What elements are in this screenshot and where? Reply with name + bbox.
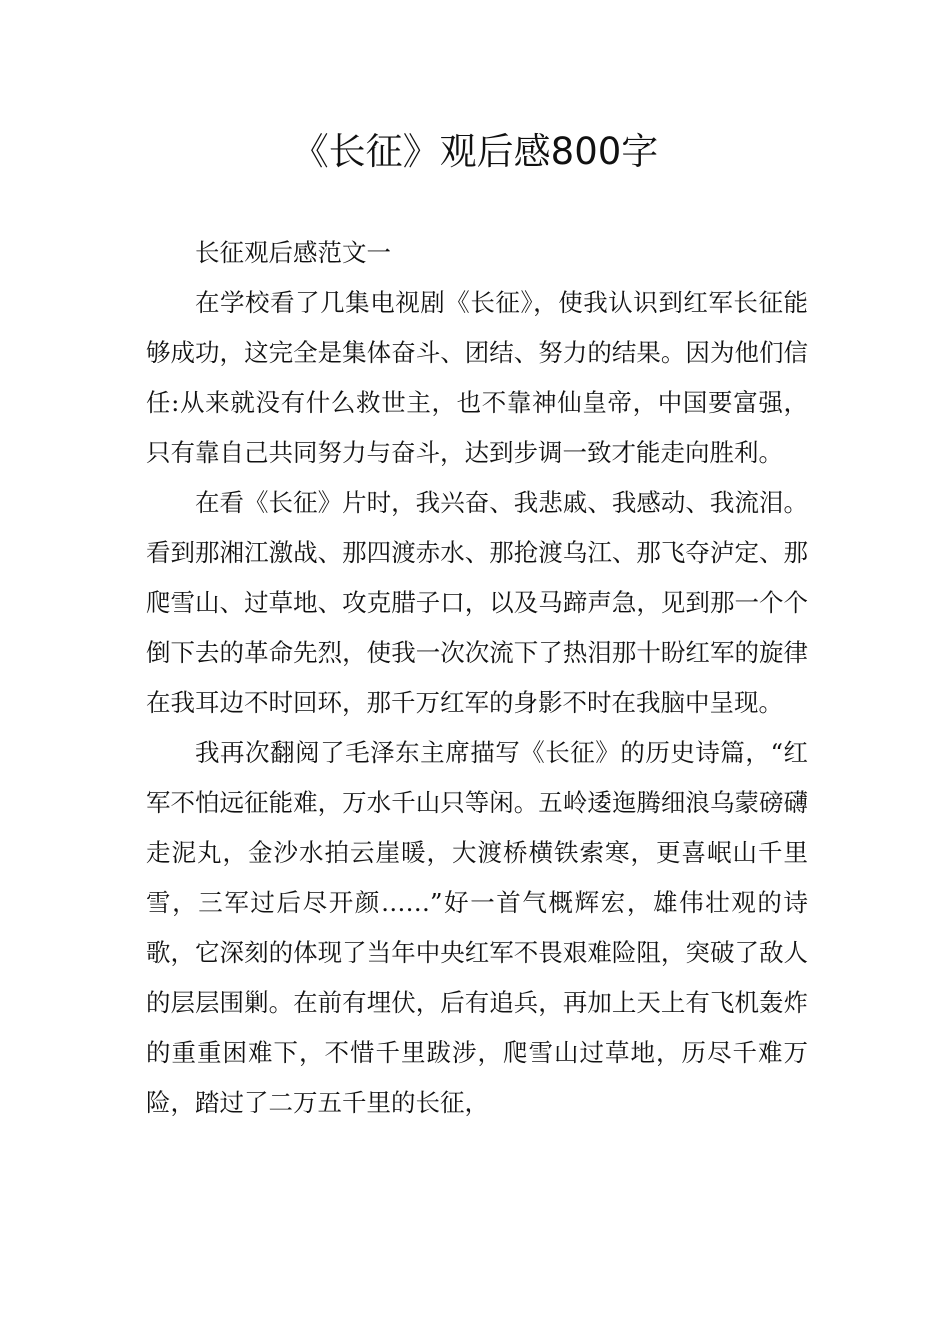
section-heading: 长征观后感范文一 [195, 238, 391, 267]
document-title: 《长征》观后感800字 [291, 130, 659, 173]
paragraph: 在学校看了几集电视剧《长征》，使我认识到红军长征能够成功，这完全是集体奋斗、团结、努力的结果。因为他们信任:从来就没有什么救世主，也不靠神仙皇帝，中国要富强，只有靠自己共同努力与奋斗，达到步调一致才能走向胜利。 [146, 288, 808, 467]
paragraph: 在看《长征》片时，我兴奋、我悲戚、我感动、我流泪。看到那湘江激战、那四渡赤水、那抢渡乌江、那飞夺泸定、那爬雪山、过草地、攻克腊子口，以及马蹄声急，见到那一个个倒下去的革命先烈，使我一次次流下了热泪那十盼红军的旋律在我耳边不时回环，那千万红军的身影不时在我脑中呈现。 [146, 488, 808, 717]
paragraph: 我再次翻阅了毛泽东主席描写《长征》的历史诗篇，“红军不怕远征能难，万水千山只等闲。五岭逶迤腾细浪乌蒙磅礴走泥丸，金沙水拍云崖暖，大渡桥横铁索寒，更喜岷山千里雪，三军过后尽开颜……”好一首气概辉宏，雄伟壮观的诗歌，它深刻的体现了当年中央红军不畏艰难险阻，突破了敌人的层层围剿。在前有埋伏，后有追兵，再加上天上有飞机轰炸的重重困难下，不惜千里跋涉，爬雪山过草地，历尽千难万险，踏过了二万五千里的长征， [146, 738, 808, 1117]
document-body [146, 228, 808, 1128]
